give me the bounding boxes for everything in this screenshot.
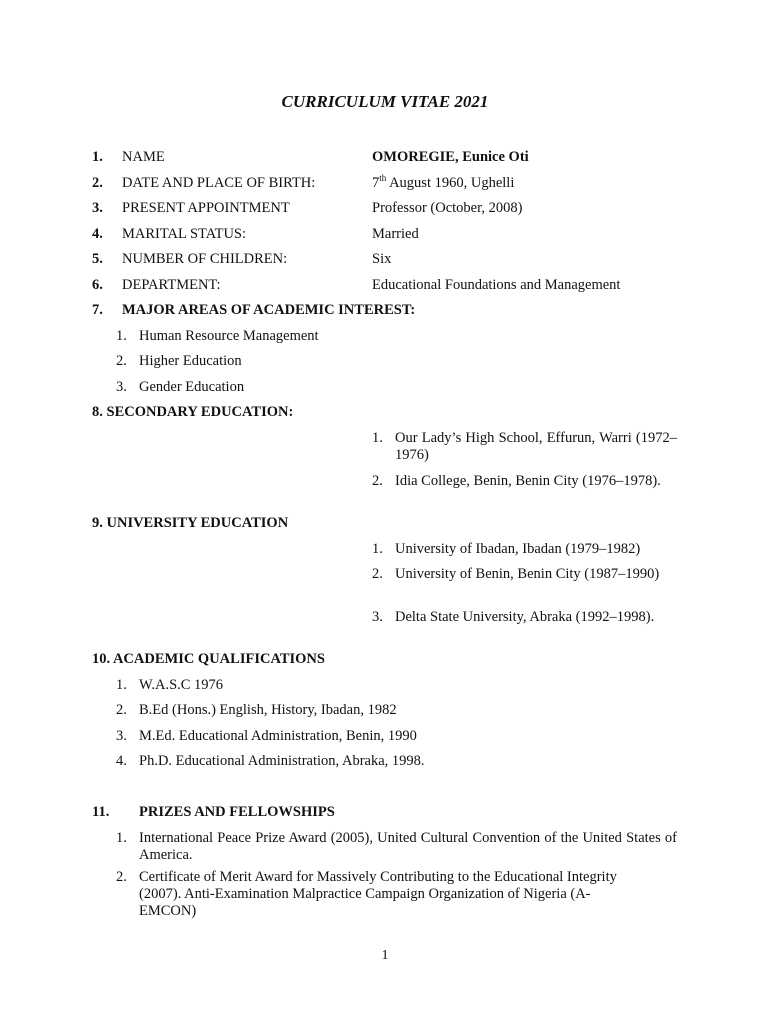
list-item: International Peace Prize Award (2005), United Cultural Convention of the United States of America. — [139, 830, 677, 863]
list-item-number: 1. — [372, 430, 383, 446]
list-item-number: 1. — [116, 830, 127, 846]
row-number-marital: 4. — [92, 226, 103, 242]
list-item: Our Lady’s High School, Effurun, Warri (1972–1976) — [395, 430, 677, 463]
list-item-number: 3. — [372, 609, 383, 625]
list-item: University of Ibadan, Ibadan (1979–1982) — [395, 541, 641, 557]
list-item-number: 2. — [116, 869, 127, 885]
list-item: Higher Education — [139, 353, 242, 369]
list-item: Human Resource Management — [139, 328, 319, 344]
value-birth — [372, 175, 514, 192]
list-item-number: 1. — [372, 541, 383, 557]
value-name: OMOREGIE, Eunice Oti — [372, 149, 529, 165]
label-children: NUMBER OF CHILDREN: — [122, 251, 288, 267]
list-item: University of Benin, Benin City (1987–1990) — [395, 566, 660, 582]
list-item: Gender Education — [139, 379, 245, 395]
value-children: Six — [372, 251, 392, 267]
row-number-appointment: 3. — [92, 200, 103, 216]
birth-date-rest: August 1960, Ughelli — [386, 175, 515, 191]
section-number-prizes: 11. — [92, 804, 110, 820]
list-item-number: 2. — [116, 702, 127, 718]
section-heading-university: 9. UNIVERSITY EDUCATION — [92, 515, 289, 531]
list-item: Idia College, Benin, Benin City (1976–1978). — [395, 473, 661, 489]
document-title: CURRICULUM VITAE 2021 — [281, 92, 489, 111]
value-marital: Married — [372, 226, 419, 242]
row-number-name: 1. — [92, 149, 103, 165]
list-item-number: 2. — [372, 566, 383, 582]
list-item-number: 1. — [116, 328, 127, 344]
list-item-number: 3. — [116, 379, 127, 395]
value-department: Educational Foundations and Management — [372, 277, 621, 293]
list-item: Certificate of Merit Award for Massively Contributing to the Educational Integrity (2007). Anti-Examination Malpractice Campaign Organization of Nigeria (A-EMCON) — [139, 869, 617, 919]
label-name: NAME — [122, 149, 165, 165]
value-appointment: Professor (October, 2008) — [372, 200, 523, 216]
birth-day-suffix: th — [379, 173, 387, 184]
list-item-number: 3. — [116, 728, 127, 744]
row-number-birth: 2. — [92, 175, 103, 191]
list-item-number: 1. — [116, 677, 127, 693]
list-item: B.Ed (Hons.) English, History, Ibadan, 1982 — [139, 702, 397, 718]
list-item-number: 2. — [372, 473, 383, 489]
label-birth: DATE AND PLACE OF BIRTH: — [122, 175, 316, 191]
page-number: 1 — [381, 948, 389, 963]
section-number-interest: 7. — [92, 302, 103, 318]
list-item: M.Ed. Educational Administration, Benin, 1990 — [139, 728, 417, 744]
row-number-department: 6. — [92, 277, 103, 293]
section-heading-secondary: 8. SECONDARY EDUCATION: — [92, 404, 294, 420]
section-heading-qualifications: 10. ACADEMIC QUALIFICATIONS — [92, 651, 325, 667]
list-item: Ph.D. Educational Administration, Abraka, 1998. — [139, 753, 425, 769]
label-department: DEPARTMENT: — [122, 277, 221, 293]
section-heading-prizes: PRIZES AND FELLOWSHIPS — [139, 804, 335, 820]
label-marital: MARITAL STATUS: — [122, 226, 247, 242]
row-number-children: 5. — [92, 251, 103, 267]
birth-day: 7 — [372, 175, 380, 191]
list-item-number: 2. — [116, 353, 127, 369]
list-item: W.A.S.C 1976 — [139, 677, 224, 693]
section-heading-interest: MAJOR AREAS OF ACADEMIC INTEREST: — [122, 302, 416, 318]
label-appointment: PRESENT APPOINTMENT — [122, 200, 290, 216]
list-item: Delta State University, Abraka (1992–1998). — [395, 609, 655, 625]
list-item-number: 4. — [116, 753, 127, 769]
